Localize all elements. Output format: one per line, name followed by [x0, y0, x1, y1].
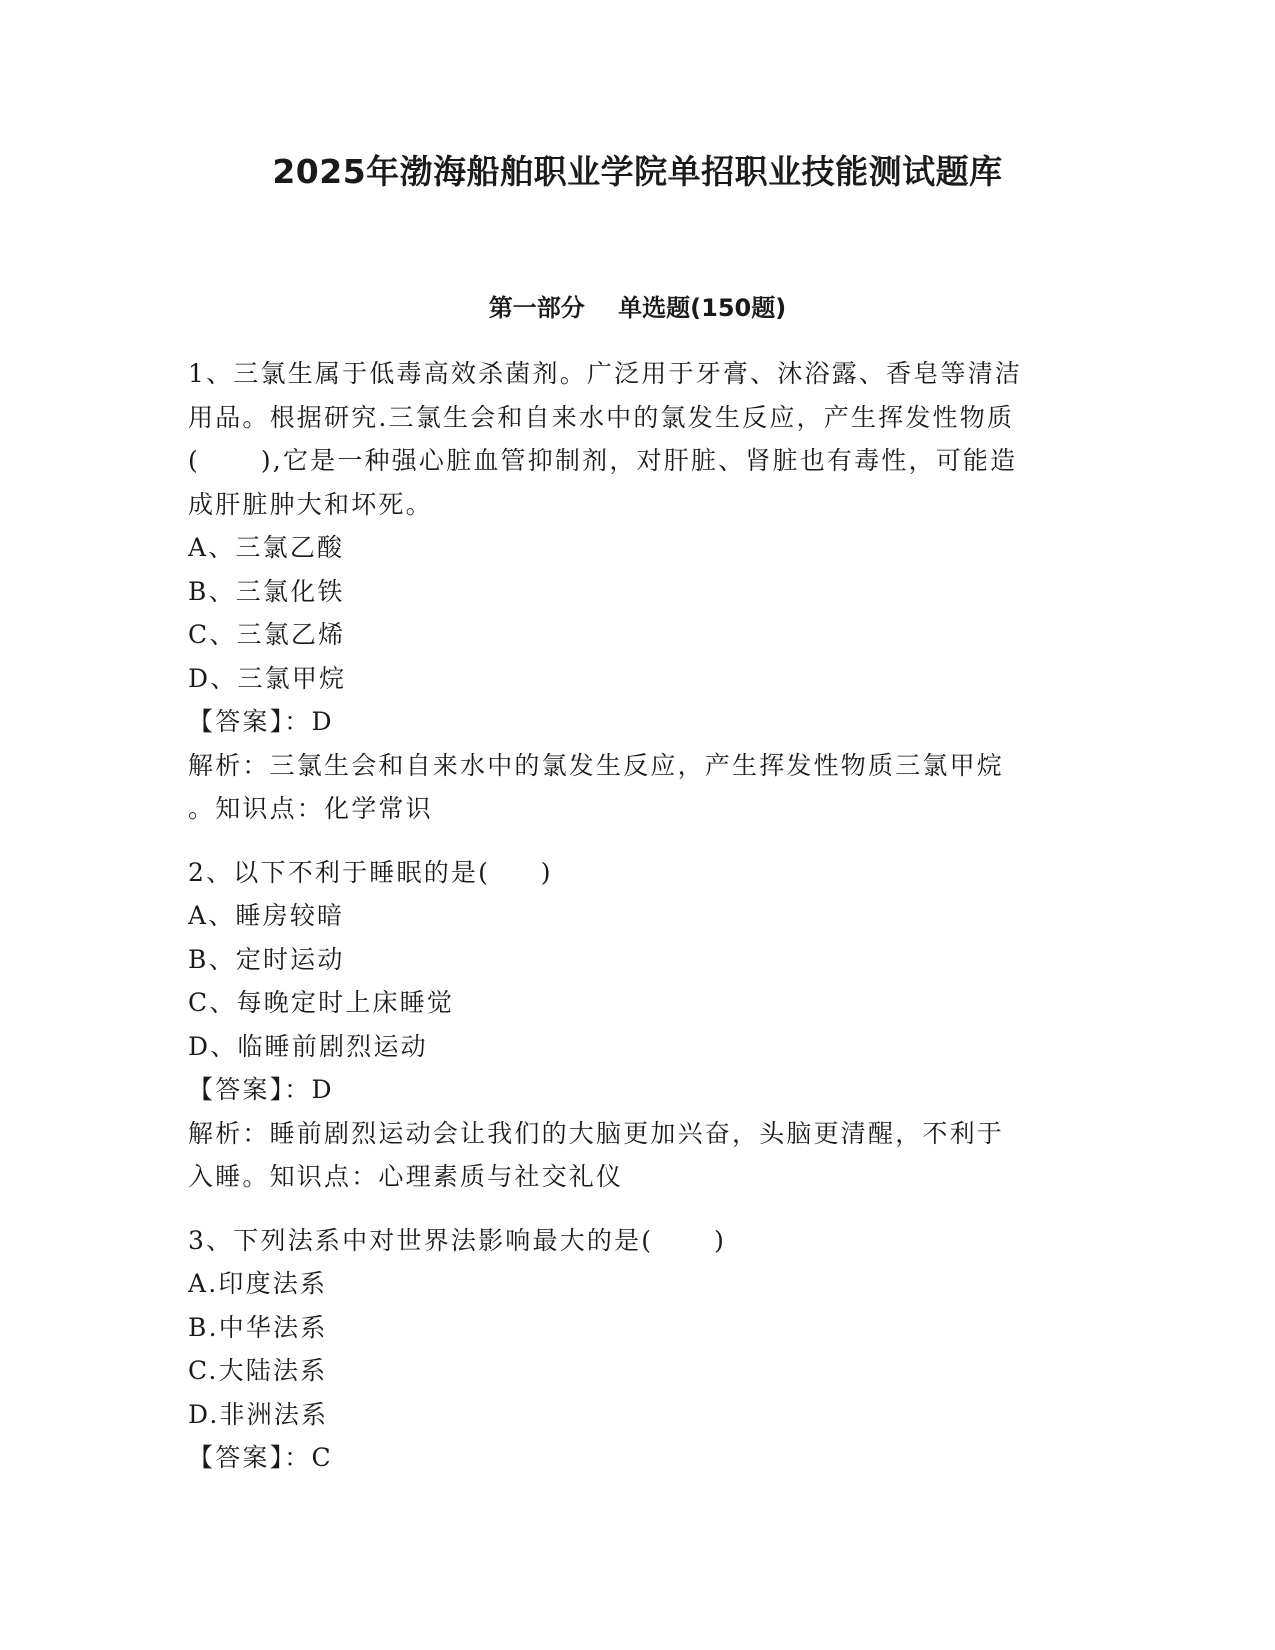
answer-line: 【答案】：D — [188, 707, 334, 736]
option-b: B、定时运动 — [188, 944, 345, 974]
question-1 — [188, 352, 1088, 831]
option-c: C、三氯乙烯 — [188, 620, 346, 649]
option-c: C.大陆法系 — [188, 1356, 328, 1385]
question-stem-line: 成肝脏肿大和坏死。 — [188, 489, 433, 519]
option-a: A、睡房较暗 — [188, 901, 345, 930]
question-stem-line: 3、下列法系中对世界法影响最大的是( ) — [188, 1225, 727, 1255]
section-title: 第一部分 单选题(150题) — [488, 294, 787, 322]
option-a: A.印度法系 — [188, 1269, 328, 1298]
analysis-line: 解析：睡前剧烈运动会让我们的大脑更加兴奋，头脑更清醒，不利于 — [188, 1118, 1005, 1148]
answer-line: 【答案】：D — [188, 1075, 334, 1104]
option-d: D.非洲法系 — [188, 1399, 329, 1429]
question-stem-line: 2、以下不利于睡眠的是( ) — [188, 857, 553, 887]
question-list — [188, 352, 1088, 1480]
document-title: 2025年渤海船舶职业学院单招职业技能测试题库 — [272, 152, 1003, 191]
question-3 — [188, 1219, 1088, 1480]
option-d: D、临睡前剧烈运动 — [188, 1031, 428, 1061]
question-stem-line: 1、三氯生属于低毒高效杀菌剂。广泛用于牙膏、沐浴露、香皂等清洁 — [188, 359, 1023, 388]
question-2 — [188, 851, 1088, 1199]
question-stem-line: ( ),它是一种强心脏血管抑制剂，对肝脏、肾脏也有毒性，可能造 — [188, 446, 1018, 475]
analysis-line: 解析：三氯生会和自来水中的氯发生反应，产生挥发性物质三氯甲烷 — [188, 750, 1005, 780]
analysis-line: 入睡。知识点：心理素质与社交礼仪 — [188, 1162, 624, 1191]
answer-line: 【答案】：C — [188, 1443, 333, 1472]
option-d: D、三氯甲烷 — [188, 663, 347, 693]
question-stem-line: 用品。根据研究.三氯生会和自来水中的氯发生反应，产生挥发性物质 — [188, 402, 1015, 432]
option-b: B、三氯化铁 — [188, 576, 345, 606]
analysis-line: 。知识点：化学常识 — [188, 794, 433, 823]
option-b: B.中华法系 — [188, 1312, 328, 1342]
option-a: A、三氯乙酸 — [188, 533, 345, 562]
option-c: C、每晚定时上床睡觉 — [188, 988, 455, 1017]
